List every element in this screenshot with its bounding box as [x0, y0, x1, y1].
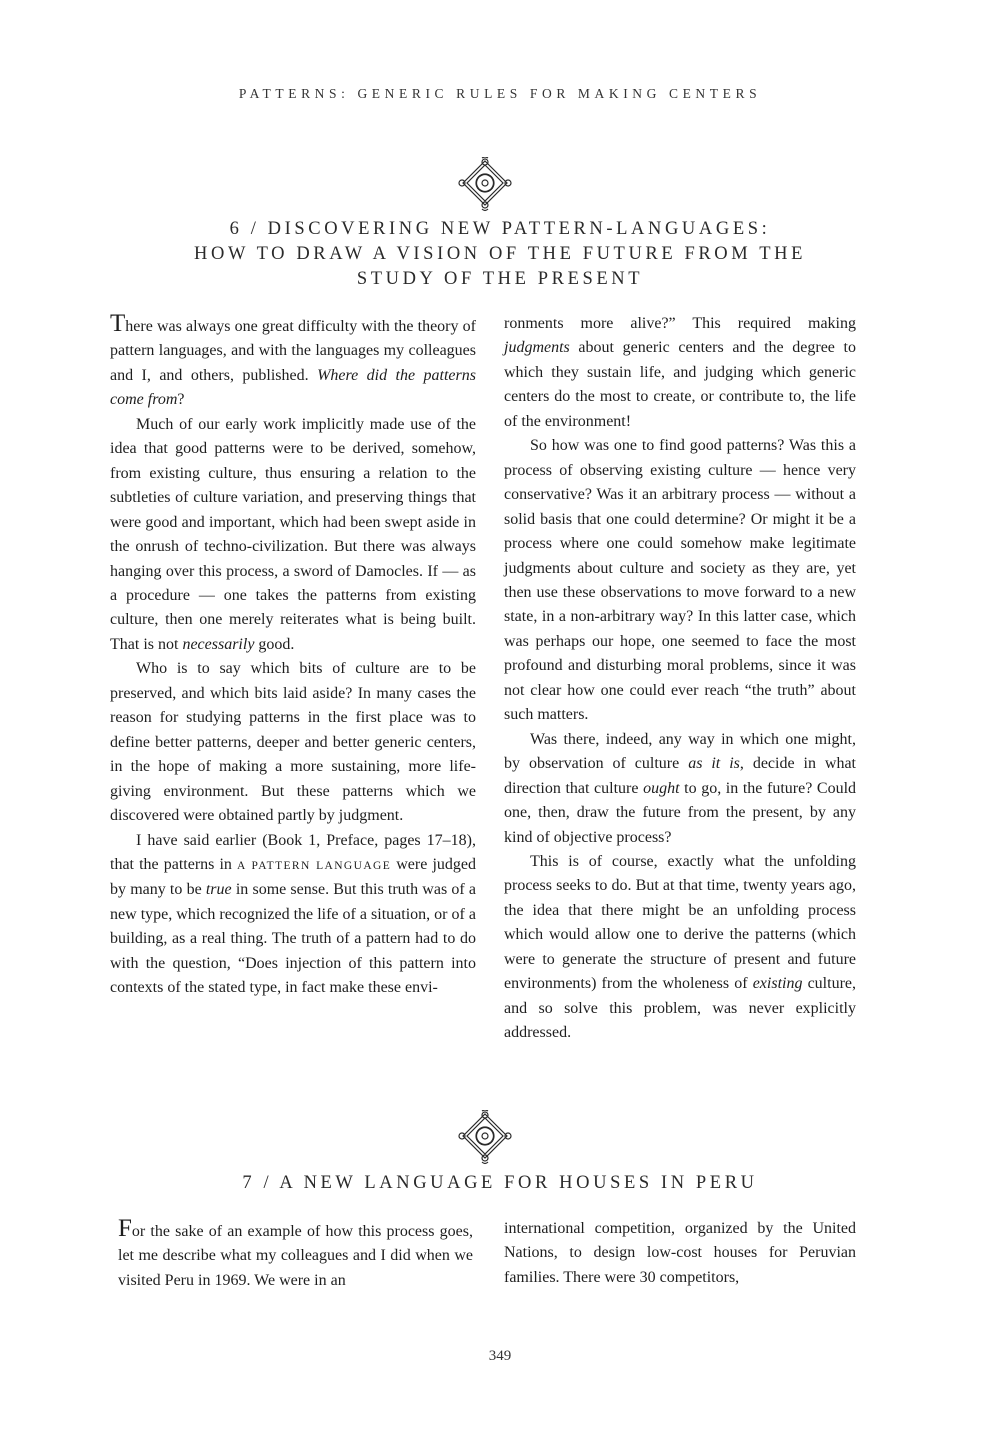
section-6-title-line: 6 / DISCOVERING NEW PATTERN-LANGUAGES: — [229, 219, 771, 239]
text: Much of our early work implicitly made use of the idea that good patterns were to be derived, somehow, from existing culture, thus ensuring a relation to the subtleties of culture variation, and preserving things that were good and important, which had been swept aside in the onrush of techno-civilization. But there was always hanging over this process, a sword of Damocles. If — as a procedure — one takes the patterns from existing culture, then one merely reiterates what is being built. That is not — [110, 415, 476, 653]
paragraph: For the sake of an example of how this process goes, let me describe what my colleagues and I did when we visited Peru in 1969. We were in an — [118, 1215, 473, 1289]
italic-text: judgments — [504, 339, 570, 357]
section-6-title-line: STUDY OF THE PRESENT — [356, 269, 644, 289]
knot-ornament-icon — [454, 1110, 516, 1166]
text: culture, and so solve this problem, was never explicitly addressed. — [504, 975, 856, 1042]
italic-text: existing — [752, 975, 803, 993]
text: I have said earlier (Book 1, Preface, pages 17–18), that the patterns in — [110, 831, 476, 873]
text: in some sense. But this truth was of a new type, which recognized the life of a situation, or of a building, as a real thing. The truth of a pattern had to do with the question, “Does injection of this pattern into contexts of the stated type, in fact make these envi- — [110, 881, 477, 997]
italic-text: necessarily — [182, 635, 255, 653]
knot-ornament-icon — [454, 157, 516, 213]
paragraph — [110, 413, 476, 658]
text: This is of course, exactly what the unfolding process seeks to do. But at that time, twenty years ago, the idea that there might be an unfolding process which would allow one to derive the patterns (which were to generate the structure of present and future environments) from the wholeness of — [504, 852, 856, 993]
section-7-right-column — [504, 1217, 856, 1290]
paragraph — [110, 829, 476, 1001]
text: were judged by many to be — [110, 855, 476, 899]
paragraph — [504, 728, 856, 850]
italic-text: ought — [643, 779, 680, 797]
text: There was always one great difficulty with the theory of pattern languages, and with the languages my colleagues and I, and others, published. — [110, 310, 476, 384]
section-6-right-column — [504, 312, 856, 1046]
paragraph — [504, 850, 856, 1046]
section-6-title — [110, 217, 890, 292]
paragraph: Who is to say which bits of culture are to be preserved, and which bits laid aside? In many cases the reason for studying patterns in the first place was to define better patterns, deeper and better generic centers, in the hope of making a more sustaining, more life-giving environment. But these patterns which we discovered were obtained partly by judgment. — [110, 660, 476, 825]
paragraph: So how was one to find good patterns? Was this a process of observing existing culture — hence very conservative? Was it an arbitrary process — without a solid basis that one could determine? Or might it be a process where one could somehow make legitimate judgments about culture and society as they are, yet then use these observations to move forward to a new state, in a non-arbitrary way? In this latter case, which was perhaps our hope, one seemed to face the most profound and disturbing moral problems, since it was not clear how one could ever reach “the truth” about such matters. — [504, 437, 856, 724]
section-7-title: 7 / A NEW LANGUAGE FOR HOUSES IN PERU — [242, 1173, 758, 1193]
small-caps-title: A PATTERN LANGUAGE — [237, 859, 392, 872]
paragraph: international competition, organized by the United Nations, to design low-cost houses for Peruvian families. There were 30 competitors, — [504, 1220, 856, 1286]
text: ronments more alive?” This required making — [504, 315, 856, 332]
text: about generic centers and the degree to which they sustain life, and judging which generic centers do the most to create, or contribute to, the life of the environment! — [504, 339, 856, 430]
text: , decide in what direction that culture — [504, 755, 857, 797]
section-7-left-column — [118, 1217, 473, 1293]
italic-text: as it is — [688, 755, 740, 773]
italic-text: Where did the patterns come from — [110, 366, 476, 409]
text: Was there, indeed, any way in which one might, by observation of culture — [504, 730, 856, 773]
text: good. — [254, 635, 295, 653]
section-6-left-column — [110, 312, 476, 1001]
italic-text: true — [205, 881, 232, 899]
paragraph — [110, 312, 476, 413]
running-head: PATTERNS: GENERIC RULES FOR MAKING CENTERS — [238, 86, 762, 101]
section-6-title-line: HOW TO DRAW A VISION OF THE FUTURE FROM THE — [194, 244, 806, 264]
page-number: 349 — [488, 1348, 512, 1364]
paragraph — [504, 312, 856, 434]
text: to go, in the future? Could one, then, draw the future from the present, by any kind of objective process? — [504, 779, 857, 846]
text: ? — [177, 391, 185, 409]
